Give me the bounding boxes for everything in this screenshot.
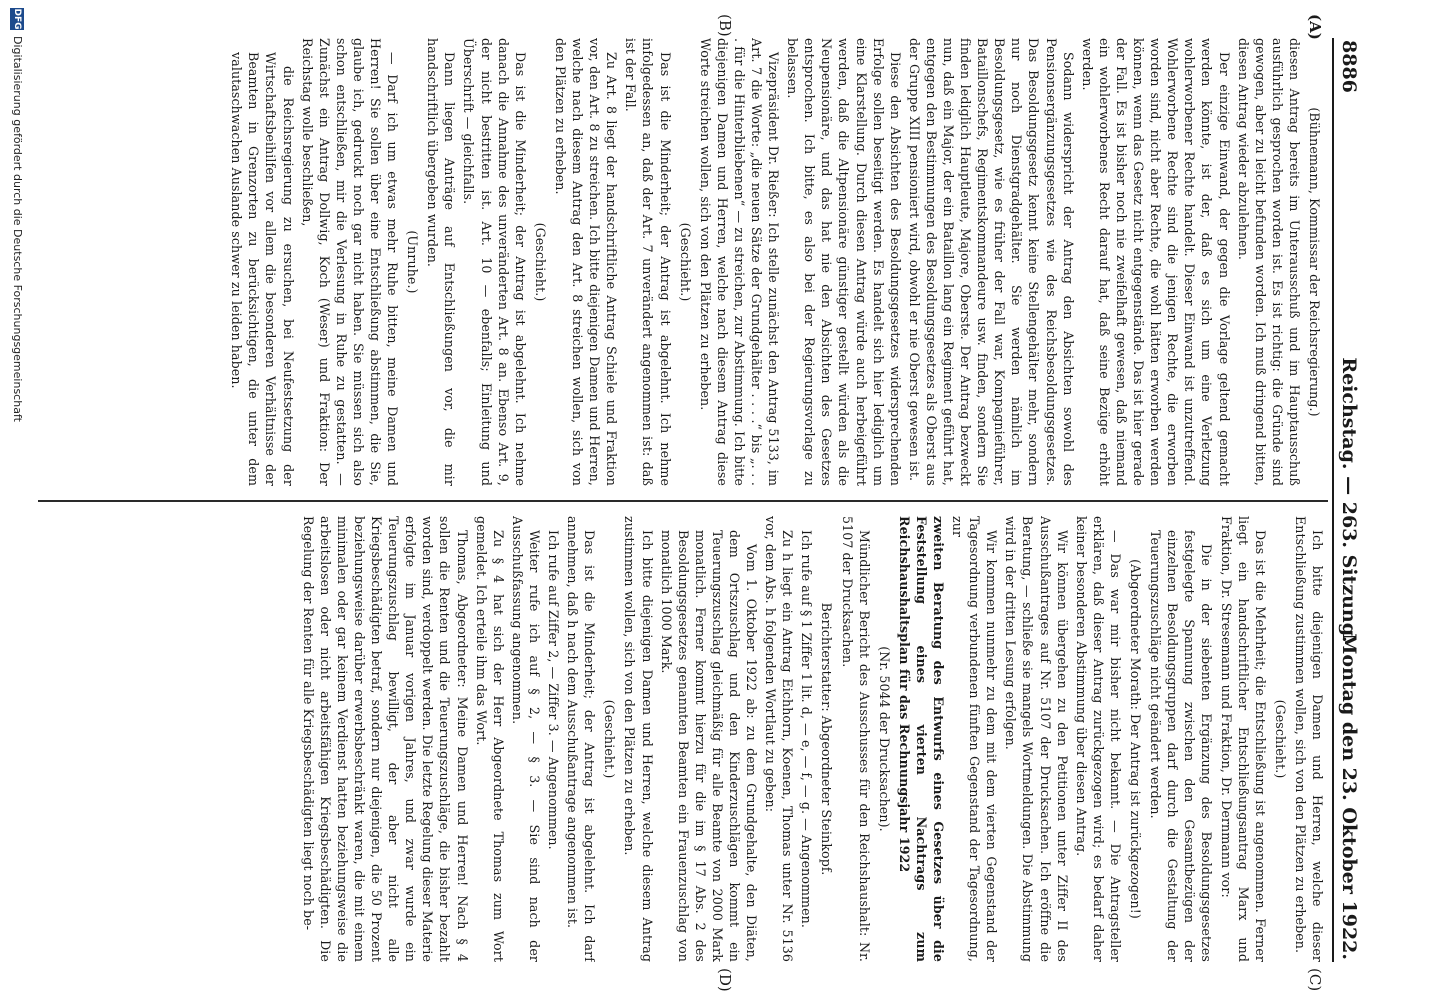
interjection: (Geschieht.) — [602, 699, 618, 779]
paragraph: Ich bitte diejenigen Damen und Herren, welche diesem Antrag zustimmen wollen, sich von den Plätzen zu erheben. — [622, 516, 655, 962]
left-column — [36, 38, 1326, 486]
interjection: (Geschieht.) — [677, 222, 693, 302]
paragraph: Der einzige Einwand, der gegen die Vorlage geltend gemacht werden könnte, ist der, daß es sich um eine Verletzung wohlerworbener Rechte handelt. Dieser Einwand ist unzutreffend. Wohlerworbene Rechte sind die jenigen Rechte, die erworben worden sind, nicht aber Rechte, die wohl hätten erworben werden können, wenn das Gesetz nicht entgegenstände. Das ist hier gerade der Fall. Es ist bisher noch nie zweifelhaft gewesen, daß niemand ein wohlerworbenes Recht darauf hat, daß seine Bezüge erhöht werden. — [1079, 38, 1232, 486]
margin-marker-a: (A) — [1306, 14, 1324, 40]
paragraph: Thomas, Abgeordneter: Meine Damen und Herren! Nach § 4 sollen die Renten und die Teuerungszuschläge, die bisher bezahlt worden sind, verdoppelt werden. Die letzte Regelung dieser Materie erfolgte im Januar vorigen Jahres, und zwar wurde ein Teuerungszuschlag bewilligt, der aber nicht alle Kriegsbeschädigten betraf, sondern nur diejenigen, die 50 Prozent beziehungsweise darüber erwerbsbeschränkt waren, die mit einem minimalen oder gar keinem Verdienst hatten beziehungsweise die arbeitslosen oder nicht arbeitsfähigen Kriegsbeschädigten. Die Regelung der Renten für alle Kriegsbeschädigten liegt noch be- — [300, 516, 470, 962]
margin-marker-c: (C) — [1306, 968, 1324, 992]
dfg-logo-icon: DFG — [12, 8, 22, 30]
paragraph: Dann liegen Anträge auf Entschließungen vor, die mir handschriftlich übergeben wurden. — [425, 38, 458, 486]
paragraph: Zu Art. 8 liegt der handschriftliche Antrag Schiele und Fraktion vor, den Art. 8 zu streichen. Ich bitte diejenigen Damen und Herren, welche nach diesem Antrag den Art. 8 streichen wollen, sich von den Plätzen zu erheben. — [552, 38, 620, 486]
paragraph: Zu § 4 hat sich der Herr Abgeordnete Thomas zum Wort gemeldet. Ich erteile ihm das Wort. — [473, 516, 506, 962]
agenda-item-title: zweiten Beratung des Entwurfs eines Gesetzes über die Feststellung eines vierten Nachtrags zum Reichshaushaltsplan für das Rechnungsjahr 1922 — [896, 516, 947, 962]
paragraph: Das ist die Minderheit; der Antrag ist abgelehnt. Ich darf annehmen, daß h nach dem Ausschußantrage angenommen ist. — [565, 516, 598, 962]
paragraph: Die in der siebenten Ergänzung des Besoldungsgesetzes festgelegte Spannung zwischen den Gesamtbezügen der einzelnen Besoldungsgruppen darf durch die Gestaltung der Teuerungszuschläge nicht geändert werden. — [1148, 530, 1215, 962]
paragraph: Vizepräsident Dr. Rießer: Ich stelle zunächst den Antrag 5133, im Art. 7 die Worte: „die neuen Sätze der Grundgehälter . . . .“ bis „. . . . für die Hinterbliebenen“ — zu streichen, zur Abstimmung. Ich bitte diejenigen Damen und Herren, welche nach diesem Antrag diese Worte streichen wollen, sich von den Plätzen zu erheben. — [697, 38, 782, 486]
header-title: Reichstag. — 263. Sitzung. — [1338, 357, 1360, 643]
interjection: (Unruhe.) — [405, 230, 421, 294]
column-divider — [38, 500, 1328, 502]
paragraph: Wir kommen nunmehr zu dem mit dem vierten Gegenstand der Tagesordnung verbundenen fünften Gegenstand der Tagesordnung, zur — [950, 516, 1000, 962]
interjection: (Abgeordneter Morath: Der Antrag ist zurückgezogen!) — [1128, 559, 1144, 919]
page-footer — [2, 0, 32, 1000]
paragraph: Vom 1. Oktober 1922 ab: zu dem Grundgehalte, den Diäten, dem Ortszuschlag und den Kinderzuschlägen kommt ein Teuerungszuschlag gleichmäßig für alle Beamte von 2000 Mark monatlich. Ferner kommt hierzu für die im § 17 Abs. 2 des Besoldungsgesetzes genannten Beamten ein Frauenzuschlag von monatlich 1000 Mark. — [658, 530, 760, 962]
rapporteur-line: Berichterstatter: Abgeordneter Steinkopf. — [819, 602, 835, 876]
paragraph: Mündlicher Bericht des Ausschusses für den Reichshaushalt: Nr. 5107 der Drucksachen. — [839, 516, 872, 962]
header-date: Montag den 23. Oktober 1922. — [1338, 633, 1360, 960]
paragraph: Ich bitte diejenigen Damen und Herren, welche dieser Entschließung zustimmen wollen, sich von den Plätzen zu erheben. — [1292, 516, 1325, 962]
page-header — [1332, 38, 1368, 962]
paragraph: Sodann widerspricht der Antrag den Absichten sowohl des Pensionsergänzungsgesetzes wie des Reichsbesoldungsgesetzes. Das Besoldungsgesetz kennt keine Stellengehälter mehr, sondern nur noch Dienstgradgehälter. Sie werden nämlich im Besoldungsgesetz, wie es früher der Fall war, Kompagnieführer, Bataillonschefs, Regimentskommandeure usw. finden, sondern Sie finden lediglich Hauptleute, Majore, Oberste. Der Antrag bezweckt nun, daß ein Major, der ein Bataillon lang ein Regiment geführt hat, entgegen den Bestimmungen des Besoldungsgesetzes als Oberst aus der Gruppe XIII pensioniert wird, obwohl er nie Oberst gewesen ist. — [906, 38, 1076, 486]
paragraph: die Reichsregierung zu ersuchen, bei Neufestsetzung der Wirtschaftsbeihilfen vor allem die besonderen Verhältnisse der Beamten in Grenzorten zu berücksichtigen, die unter dem valutaschwachen Auslande schwer zu leiden haben. — [229, 52, 296, 486]
paragraph: Ich rufe auf Ziffer 2, — Ziffer 3. — Angenommen. — [546, 530, 562, 850]
digitization-credit: Digitalisierung gefördert durch die Deutsche Forschungsgemeinschaft — [11, 36, 24, 422]
paragraph: Zu h liegt ein Antrag Eichhorn, Koenen, Thomas unter Nr. 5136 vor, dem Abs. h folgenden Wortlaut zu geben: — [763, 516, 796, 962]
page-number: 8886 — [1338, 40, 1360, 93]
paragraph: Weiter rufe ich auf § 2, — § 3. — Sie sind nach der Ausschußfassung angenommen. — [509, 516, 542, 962]
interjection: (Geschieht.) — [532, 222, 548, 302]
interjection: (Geschieht.) — [1272, 699, 1288, 779]
margin-marker-d: (D) — [716, 968, 734, 992]
paragraph: Ich rufe auf § 1 Ziffer 1 lit. d, — e, — f, — g. — Angenommen. — [799, 530, 815, 928]
paragraph: Diese den Absichten des Besoldungsgesetzes widersprechenden Erfolge sollen beseitigt werden. Es handelt sich hier lediglich um eine Klarstellung. Durch diesen Antrag würde auch herbeigeführt werden, daß die Altpensionäre günstiger gestellt würden als die Neupensionäre, und das hat nie den Absichten des Gesetzes entsprochen. Ich bitte, es also bei der Regierungsvorlage zu belassen. — [785, 38, 903, 486]
paragraph: Das ist die Minderheit; der Antrag ist abgelehnt. Ich nehme danach die Annahme des unveränderten Art. 8 an. Ebenso Art. 9, der nicht bestritten ist. Art. 10 — ebenfalls; Einleitung und Überschrift — gleichfalls. — [461, 38, 528, 486]
paragraph: diesen Antrag bereits im Unterausschuß und im Hauptausschuß ausführlich gesprochen worden ist. Es ist richtig: die Gründe sind gewogen, aber zu leicht befunden worden. Ich muß dringend bitten, diesen Antrag wieder abzulehnen. — [1235, 38, 1302, 486]
margin-marker-b: (B) — [716, 14, 734, 37]
paragraph: — Das war mir bisher nicht bekannt. — Die Antragsteller erklären, daß dieser Antrag zurückgezogen wird; es bedarf daher keiner besonderen Abstimmung über diesen Antrag. — [1073, 516, 1123, 962]
right-column — [36, 516, 1326, 962]
paragraph: — Darf ich um etwas mehr Ruhe bitten, meine Damen und Herren! Sie sollen über eine Entschließung abstimmen, die Sie, glaube ich, gedruckt noch gar nicht haben. Sie müssen sich also schon entschließen, mir die Verlesung in Ruhe zu gestatten. — Zunächst ein Antrag Dollwig, Koch (Weser) und Fraktion: Der Reichstag wolle beschließen, — [299, 38, 401, 486]
paragraph: Das ist die Mehrheit; die Entschließung ist angenommen. Ferner liegt ein handschriftlicher Entschließungsantrag Marx und Fraktion, Dr. Stresemann und Fraktion, Dr. Dernmann vor: — [1218, 516, 1268, 962]
speaker-line: (Bühnemann, Kommissar der Reichsregierung.) — [1307, 107, 1322, 417]
paragraph: Wir können übergehen zu den Petitionen unter Ziffer II des Ausschußantrages auf Nr. 5107 der Drucksachen. Ich eröffne die Beratung, — schließe sie mangels Wortmeldungen. Die Abstimmung wird in der dritten Lesung erfolgen. — [1003, 516, 1070, 962]
agenda-item-reference: (Nr. 5044 der Drucksachen). — [876, 646, 892, 832]
paragraph: Das ist die Minderheit; der Antrag ist abgelehnt. Ich nehme infolgedessen an, daß der Art. 7 unverändert angenommen ist: daß ist der Fall. — [623, 38, 673, 486]
